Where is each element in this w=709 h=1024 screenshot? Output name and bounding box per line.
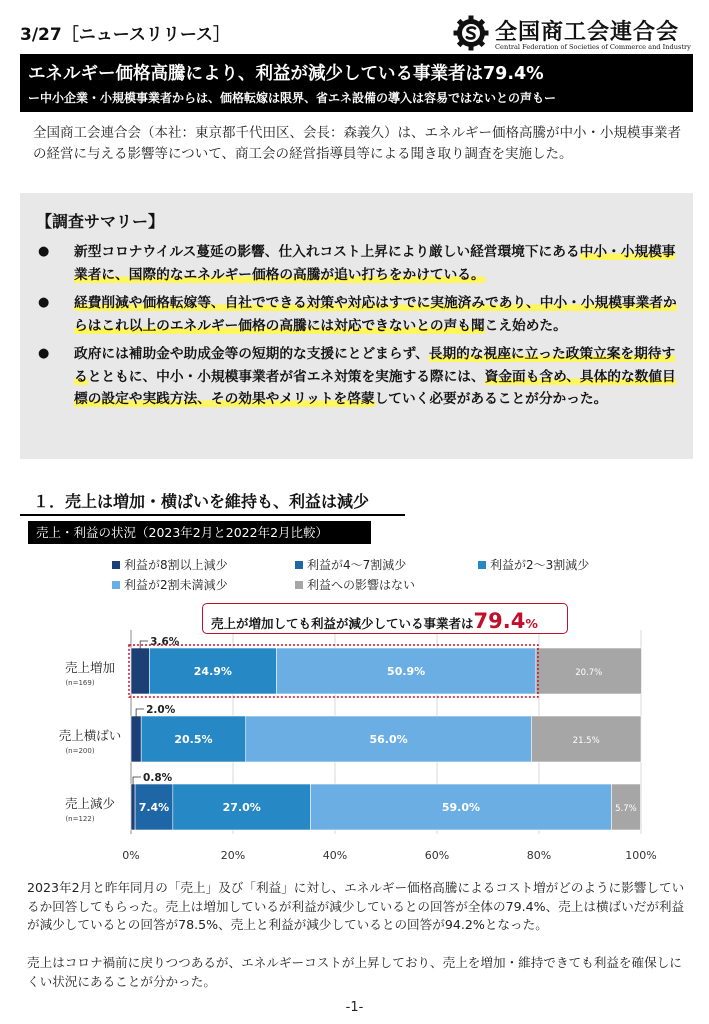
bar-segment — [131, 648, 149, 694]
callout-label: 売上が増加しても利益が減少している事業者は — [211, 616, 474, 631]
subheadline: ー中小企業・小規模事業者からは、価格転嫁は限界、省エネ設備の導入は容易ではないとの声もー — [28, 91, 557, 105]
chart-legend — [112, 556, 632, 596]
highlighted-text: 中小・小規模事業者に、国際的なエネルギー価格の高騰が追い打ちをかけている。 — [74, 244, 676, 283]
data-label: 56.0% — [369, 733, 408, 746]
legend-item — [295, 556, 406, 573]
legend-swatch — [112, 581, 120, 589]
organization-logo — [453, 15, 693, 53]
bullet-icon: ● — [38, 244, 50, 259]
legend-item — [112, 556, 228, 573]
highlighted-text: 経費削減や価格転嫁等、自社でできる対策や対応はすでに実施済みであり、中小・小規模事業者からはこれ以上のエネルギー価格の高騰には対応できないとの声も聞 — [74, 295, 677, 334]
legend-label: 利益への影響はない — [307, 578, 416, 592]
x-tick-label: 20% — [220, 849, 246, 862]
summary-item — [36, 343, 684, 411]
category-n-label: (n=200) — [65, 747, 95, 755]
summary-text: こえ始めた。 — [484, 317, 567, 334]
summary-item — [36, 241, 684, 286]
legend-item — [478, 556, 589, 573]
bar-segment — [131, 716, 141, 762]
summary-text: 政府には補助金や助成金等の短期的な支援にとどまらず、 — [74, 346, 429, 362]
data-label: 0.8% — [143, 772, 173, 784]
summary-box — [20, 193, 693, 459]
summary-text: とともに、中小・小規模事業者が省エネ対策を実施する際には、 — [87, 368, 485, 385]
data-label: 7.4% — [138, 801, 170, 814]
category-label: 売上横ばい — [58, 728, 122, 743]
bullet-icon: ● — [38, 346, 50, 361]
category-label: 売上減少 — [64, 796, 116, 811]
legend-swatch — [295, 561, 303, 569]
gear-s-logo-icon — [453, 15, 489, 51]
callout-value: 79.4 — [473, 609, 526, 633]
legend-swatch — [295, 581, 303, 589]
summary-text: していく必要があることが分かった。 — [374, 391, 608, 407]
callout-box — [202, 603, 568, 634]
data-label: 24.9% — [193, 665, 232, 678]
summary-title: 【調査サマリー】 — [36, 212, 165, 231]
date-label: 3/27［ニュースリリース］ — [20, 25, 230, 45]
chart-caption: 売上・利益の状況（2023年2月と2022年2月比較） — [28, 521, 371, 544]
category-n-label: (n=122) — [65, 815, 95, 823]
page-number: -1- — [345, 1000, 364, 1015]
bar-segment — [131, 784, 135, 830]
legend-item — [295, 576, 415, 593]
category-label: 売上増加 — [64, 660, 116, 675]
intro-paragraph: 全国商工会連合会（本社：東京都千代田区、会長：森義久）は、エネルギー価格高騰が中小・小規模事業者の経営に与える影響等について、商工会の経営指導員等による聞き取り調査を実施した。 — [33, 125, 681, 162]
data-label: 20.5% — [174, 733, 213, 746]
data-label: 50.9% — [387, 665, 426, 678]
x-tick-label: 80% — [526, 849, 552, 862]
section-heading: １．売上は増加・横ばいを維持も、利益は減少 — [33, 492, 370, 511]
x-tick-label: 100% — [625, 849, 657, 862]
highlighted-text: 長期的な視座に立った政策立案を期待する — [74, 346, 676, 385]
x-tick-label: 60% — [424, 849, 450, 862]
x-tick-label: 0% — [122, 849, 140, 862]
section-divider — [20, 514, 405, 516]
data-label: 2.0% — [146, 704, 176, 716]
stacked-bar-chart — [0, 628, 709, 868]
data-label: 59.0% — [441, 801, 481, 814]
organization-name: 全国商工会連合会 — [495, 20, 680, 45]
legend-label: 利益が2～3割減少 — [490, 558, 590, 572]
callout-text — [211, 609, 538, 633]
headline: エネルギー価格高騰により、利益が減少している事業者は79.4% — [28, 64, 544, 84]
data-label: 21.5% — [572, 736, 600, 746]
bullet-icon: ● — [38, 295, 50, 310]
legend-label: 利益が4～7割減少 — [307, 558, 407, 572]
summary-text: 新型コロナウイルス蔓延の影響、仕入れコスト上昇により厳しい経営環境下にある — [74, 244, 580, 260]
legend-label: 利益が8割以上減少 — [124, 558, 228, 572]
body-paragraph-2: 売上はコロナ禍前に戻りつつあるが、エネルギーコストが上昇しており、売上を増加・維持できても利益を確保しにくい状況にあることが分かった。 — [27, 955, 682, 989]
legend-swatch — [112, 561, 120, 569]
x-tick-label: 40% — [322, 849, 348, 862]
data-label: 20.7% — [575, 668, 603, 678]
data-label: 27.0% — [222, 801, 261, 814]
highlighted-text: 資金面も含め、具体的な数値目標の設定や実践方法、その効果やメリットを啓蒙 — [74, 368, 676, 407]
summary-list — [36, 241, 684, 417]
title-banner — [20, 54, 693, 112]
organization-english-name: Central Federation of Societies of Commerce and Industry — [495, 43, 691, 51]
callout-unit: % — [525, 616, 538, 631]
data-label: 3.6% — [150, 636, 180, 648]
data-label: 5.7% — [615, 804, 637, 814]
legend-label: 利益が2割未満減少 — [124, 578, 228, 592]
legend-item — [112, 576, 228, 593]
body-paragraph-1: 2023年2月と昨年同月の「売上」及び「利益」に対し、エネルギー価格高騰によるコスト増がどのように影響しているか回答してもらった。売上は増加しているが利益が減少しているとの回答が全体の79.4%、売上は横ばいだが利益が減少しているとの回答が78.5%、売上と利益が減少しているとの回答が94.2%となった。 — [27, 880, 685, 932]
category-n-label: (n=169) — [65, 679, 95, 687]
summary-item — [36, 292, 684, 337]
legend-swatch — [478, 561, 486, 569]
